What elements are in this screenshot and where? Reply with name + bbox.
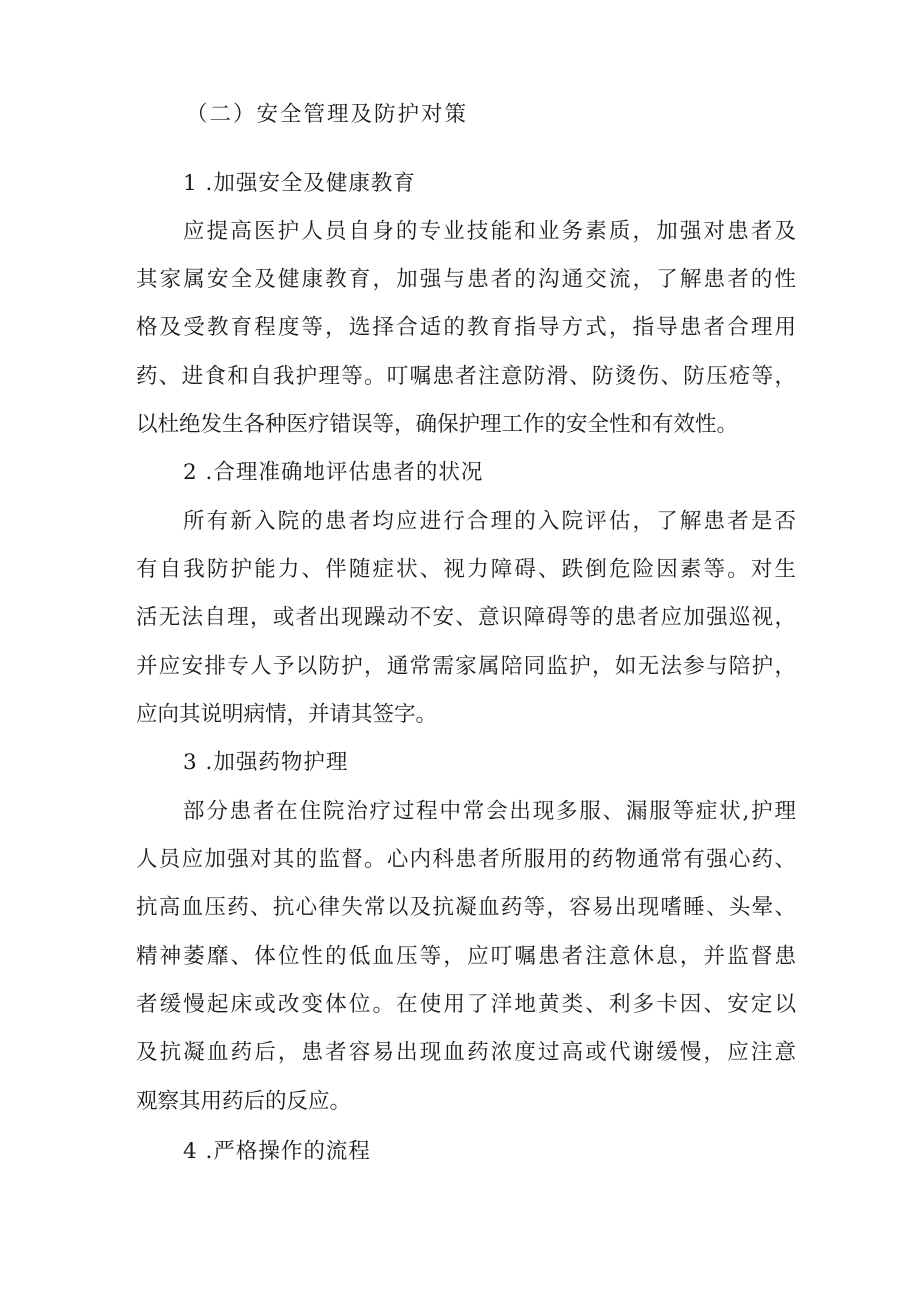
item-3-line-3: 抗高血压药、抗心律失常以及抗凝血药等，容易出现嗜睡、头晕、: [136, 895, 796, 920]
item-1-heading: 1 .加强安全及健康教育: [183, 171, 416, 196]
section-title: （二）安全管理及防护对策: [186, 102, 469, 127]
item-2-line-1: 所有新入院的患者均应进行合理的入院评估，了解患者是否: [183, 509, 796, 534]
item-1-line-4: 药、进食和自我护理等。叮嘱患者注意防滑、防烫伤、防压疮等，: [136, 364, 796, 389]
item-1-line-3: 格及受教育程度等，选择合适的教育指导方式，指导患者合理用: [136, 315, 796, 340]
item-3-line-1: 部分患者在住院治疗过程中常会出现多服、漏服等症状,护理: [183, 799, 796, 824]
item-3-line-2: 人员应加强对其的监督。心内科患者所服用的药物通常有强心药、: [136, 847, 796, 872]
item-4-heading: 4 .严格操作的流程: [183, 1139, 371, 1164]
item-3-line-5: 者缓慢起床或改变体位。在使用了洋地黄类、利多卡因、安定以: [136, 992, 796, 1017]
item-2-line-4: 并应安排专人予以防护，通常需家属陪同监护，如无法参与陪护，: [136, 654, 796, 679]
item-3-line-6: 及抗凝血药后，患者容易出现血药浓度过高或代谢缓慢，应注意: [136, 1040, 796, 1065]
item-3-line-4: 精神萎靡、体位性的低血压等，应叮嘱患者注意休息，并监督患: [136, 944, 796, 969]
item-2-line-3: 活无法自理，或者出现躁动不安、意识障碍等的患者应加强巡视，: [136, 605, 796, 630]
item-3-heading: 3 .加强药物护理: [183, 750, 349, 775]
item-2-line-5: 应向其说明病情，并请其签字。: [136, 702, 438, 727]
item-2-heading: 2 .合理准确地评估患者的状况: [183, 460, 484, 485]
item-2-line-2: 有自我防护能力、伴随症状、视力障碍、跌倒危险因素等。对生: [136, 557, 796, 582]
item-1-line-1: 应提高医护人员自身的专业技能和业务素质，加强对患者及: [183, 219, 796, 244]
item-3-line-7: 观察其用药后的反应。: [136, 1089, 352, 1114]
item-1-line-2: 其家属安全及健康教育，加强与患者的沟通交流，了解患者的性: [136, 267, 796, 292]
item-1-line-5: 以杜绝发生各种医疗错误等，确保护理工作的安全性和有效性。: [136, 412, 739, 437]
